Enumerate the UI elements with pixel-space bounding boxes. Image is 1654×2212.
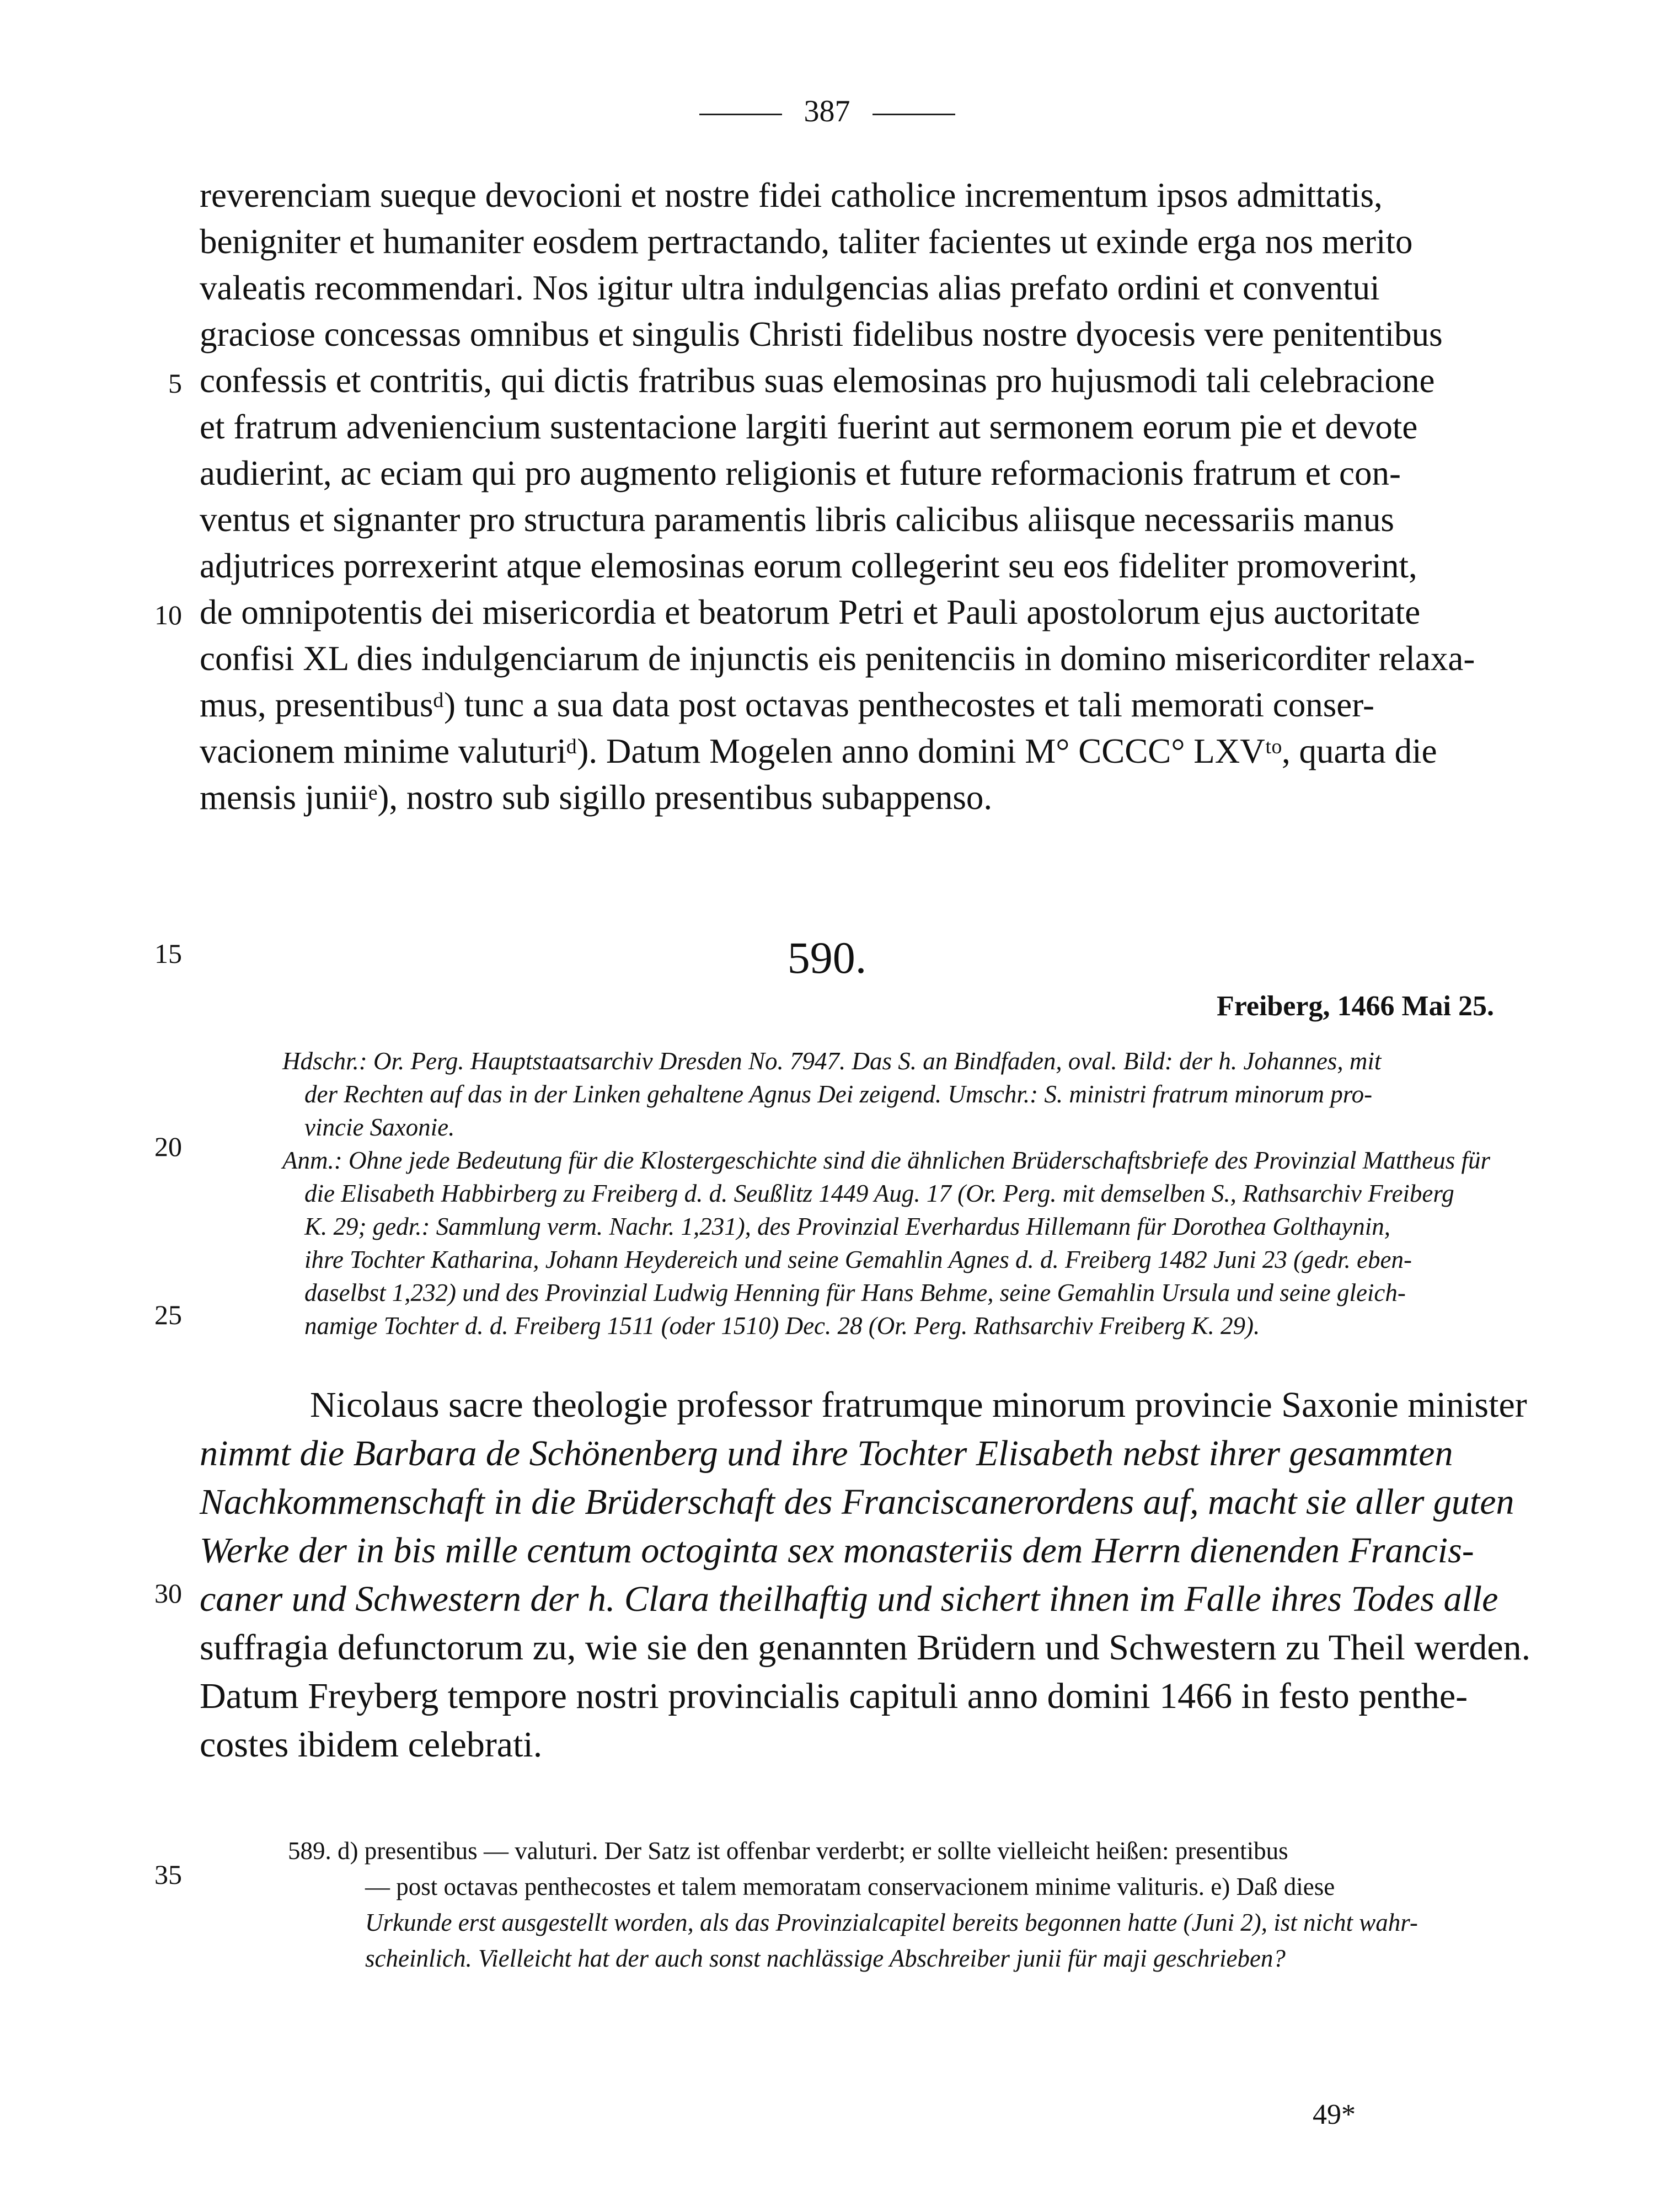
header-rule-left	[699, 114, 782, 115]
text-line: mensis juniiᵉ), nostro sub sigillo presentibus subappenso.	[200, 778, 993, 817]
source-line: Hdschr.: Or. Perg. Hauptstaatsarchiv Dresden No. 7947. Das S. an Bindfaden, oval. Bild: der h. Johannes, mit	[282, 1047, 1382, 1075]
source-line: ihre Tochter Katharina, Johann Heydereich und seine Gemahlin Agnes d. d. Freiberg 1482 Juni 23 (gedr. eben-	[304, 1246, 1412, 1273]
source-line: namige Tochter d. d. Freiberg 1511 (oder 1510) Dec. 28 (Or. Perg. Rathsarchiv Freiberg K. 29).	[304, 1312, 1260, 1340]
line-number: 5	[168, 368, 182, 399]
regest-line: Datum Freyberg tempore nostri provincialis capituli anno domini 1466 in festo penthe-	[200, 1676, 1468, 1716]
text-line: graciose concessas omnibus et singulis Christi fidelibus nostre dyocesis vere penitentibus	[200, 315, 1443, 354]
source-line: der Rechten auf das in der Linken gehaltene Agnus Dei zeigend. Umschr.: S. ministri fratrum minorum pro-	[304, 1080, 1373, 1108]
text-line: adjutrices porrexerint atque elemosinas eorum collegerint seu eos fideliter promoverint,	[200, 547, 1417, 585]
text-line: confessis et contritis, qui dictis fratribus suas elemosinas pro hujusmodi tali celebracione	[200, 361, 1435, 400]
page-number: 387	[804, 94, 850, 128]
text-line: ventus et signanter pro structura paramentis libris calicibus aliisque necessariis manus	[200, 500, 1394, 539]
regest-line: nimmt die Barbara de Schönenberg und ihre Tochter Elisabeth nebst ihrer gesammten	[200, 1433, 1453, 1474]
text-line: valeatis recommendari. Nos igitur ultra indulgencias alias prefato ordini et conventui	[200, 269, 1380, 307]
header-rule-right	[873, 114, 955, 115]
line-number: 20	[154, 1131, 182, 1162]
footnote-line: Urkunde erst ausgestellt worden, als das Provinzialcapitel bereits begonnen hatte (Juni 2), ist nicht wahr-	[365, 1909, 1418, 1936]
source-line: K. 29; gedr.: Sammlung verm. Nachr. 1,231), des Provinzial Everhardus Hillemann für Dorothea Golthaynin,	[304, 1213, 1391, 1240]
page-header	[0, 94, 1654, 129]
text-line: benigniter et humaniter eosdem pertractando, taliter facientes ut exinde erga nos merito	[200, 222, 1413, 261]
text-line: et fratrum adveniencium sustentacione largiti fuerint aut sermonem eorum pie et devote	[200, 408, 1418, 446]
text-line: reverenciam sueque devocioni et nostre fidei catholice incrementum ipsos admittatis,	[200, 176, 1383, 215]
line-number: 35	[154, 1859, 182, 1890]
line-number: 30	[154, 1578, 182, 1609]
place-date: Freiberg, 1466 Mai 25.	[1216, 990, 1494, 1022]
line-number: 10	[154, 599, 182, 630]
text-line: vacionem minime valuturiᵈ). Datum Mogelen anno domini M° CCCC° LXVᵗᵒ, quarta die	[200, 732, 1437, 770]
document-number: 590.	[787, 933, 867, 983]
line-number: 15	[154, 938, 182, 969]
source-line: vincie Saxonie.	[304, 1113, 455, 1141]
footnote-line: 589. d) presentibus — valuturi. Der Satz ist offenbar verderbt; er sollte vielleicht heißen: presentibus	[288, 1837, 1288, 1865]
source-line: Anm.: Ohne jede Bedeutung für die Klostergeschichte sind die ähnlichen Brüderschaftsbriefe des Provinzial Mattheus für	[282, 1147, 1491, 1174]
regest-line: Nicolaus sacre theologie professor fratrumque minorum provincie Saxonie minister	[310, 1385, 1527, 1425]
source-line: die Elisabeth Habbirberg zu Freiberg d. d. Seußlitz 1449 Aug. 17 (Or. Perg. mit demselben S., Rathsarchiv Freiberg	[304, 1180, 1454, 1207]
text-line: mus, presentibusᵈ) tunc a sua data post octavas penthecostes et tali memorati conser-	[200, 685, 1374, 724]
text-line: audierint, ac eciam qui pro augmento religionis et future reformacionis fratrum et con-	[200, 454, 1401, 492]
regest-line: costes ibidem celebrati.	[200, 1724, 543, 1765]
text-line: de omnipotentis dei misericordia et beatorum Petri et Pauli apostolorum ejus auctoritate	[200, 593, 1421, 631]
source-line: daselbst 1,232) und des Provinzial Ludwig Henning für Hans Behme, seine Gemahlin Ursula und seine gleich-	[304, 1279, 1406, 1306]
regest-line: Nachkommenschaft in die Brüderschaft des Franciscanerordens auf, macht sie aller guten	[200, 1482, 1514, 1522]
footnote-line: — post octavas penthecostes et talem memoratam conservacionem minime valituris. e) Daß diese	[365, 1873, 1335, 1900]
text-line: confisi XL dies indulgenciarum de injunctis eis penitenciis in domino misericorditer relaxa-	[200, 639, 1475, 678]
line-number: 25	[154, 1299, 182, 1330]
folio-mark: 49*	[1313, 2099, 1356, 2130]
regest-line: caner und Schwestern der h. Clara theilhaftig und sichert ihnen im Falle ihres Todes alle	[200, 1579, 1498, 1619]
regest-line: suffragia defunctorum zu, wie sie den genannten Brüdern und Schwestern zu Theil werden.	[200, 1627, 1531, 1668]
footnote-line: scheinlich. Vielleicht hat der auch sonst nachlässige Abschreiber junii für maji geschrieben?	[365, 1945, 1286, 1972]
regest-line: Werke der in bis mille centum octoginta sex monasteriis dem Herrn dienenden Francis-	[200, 1530, 1474, 1571]
